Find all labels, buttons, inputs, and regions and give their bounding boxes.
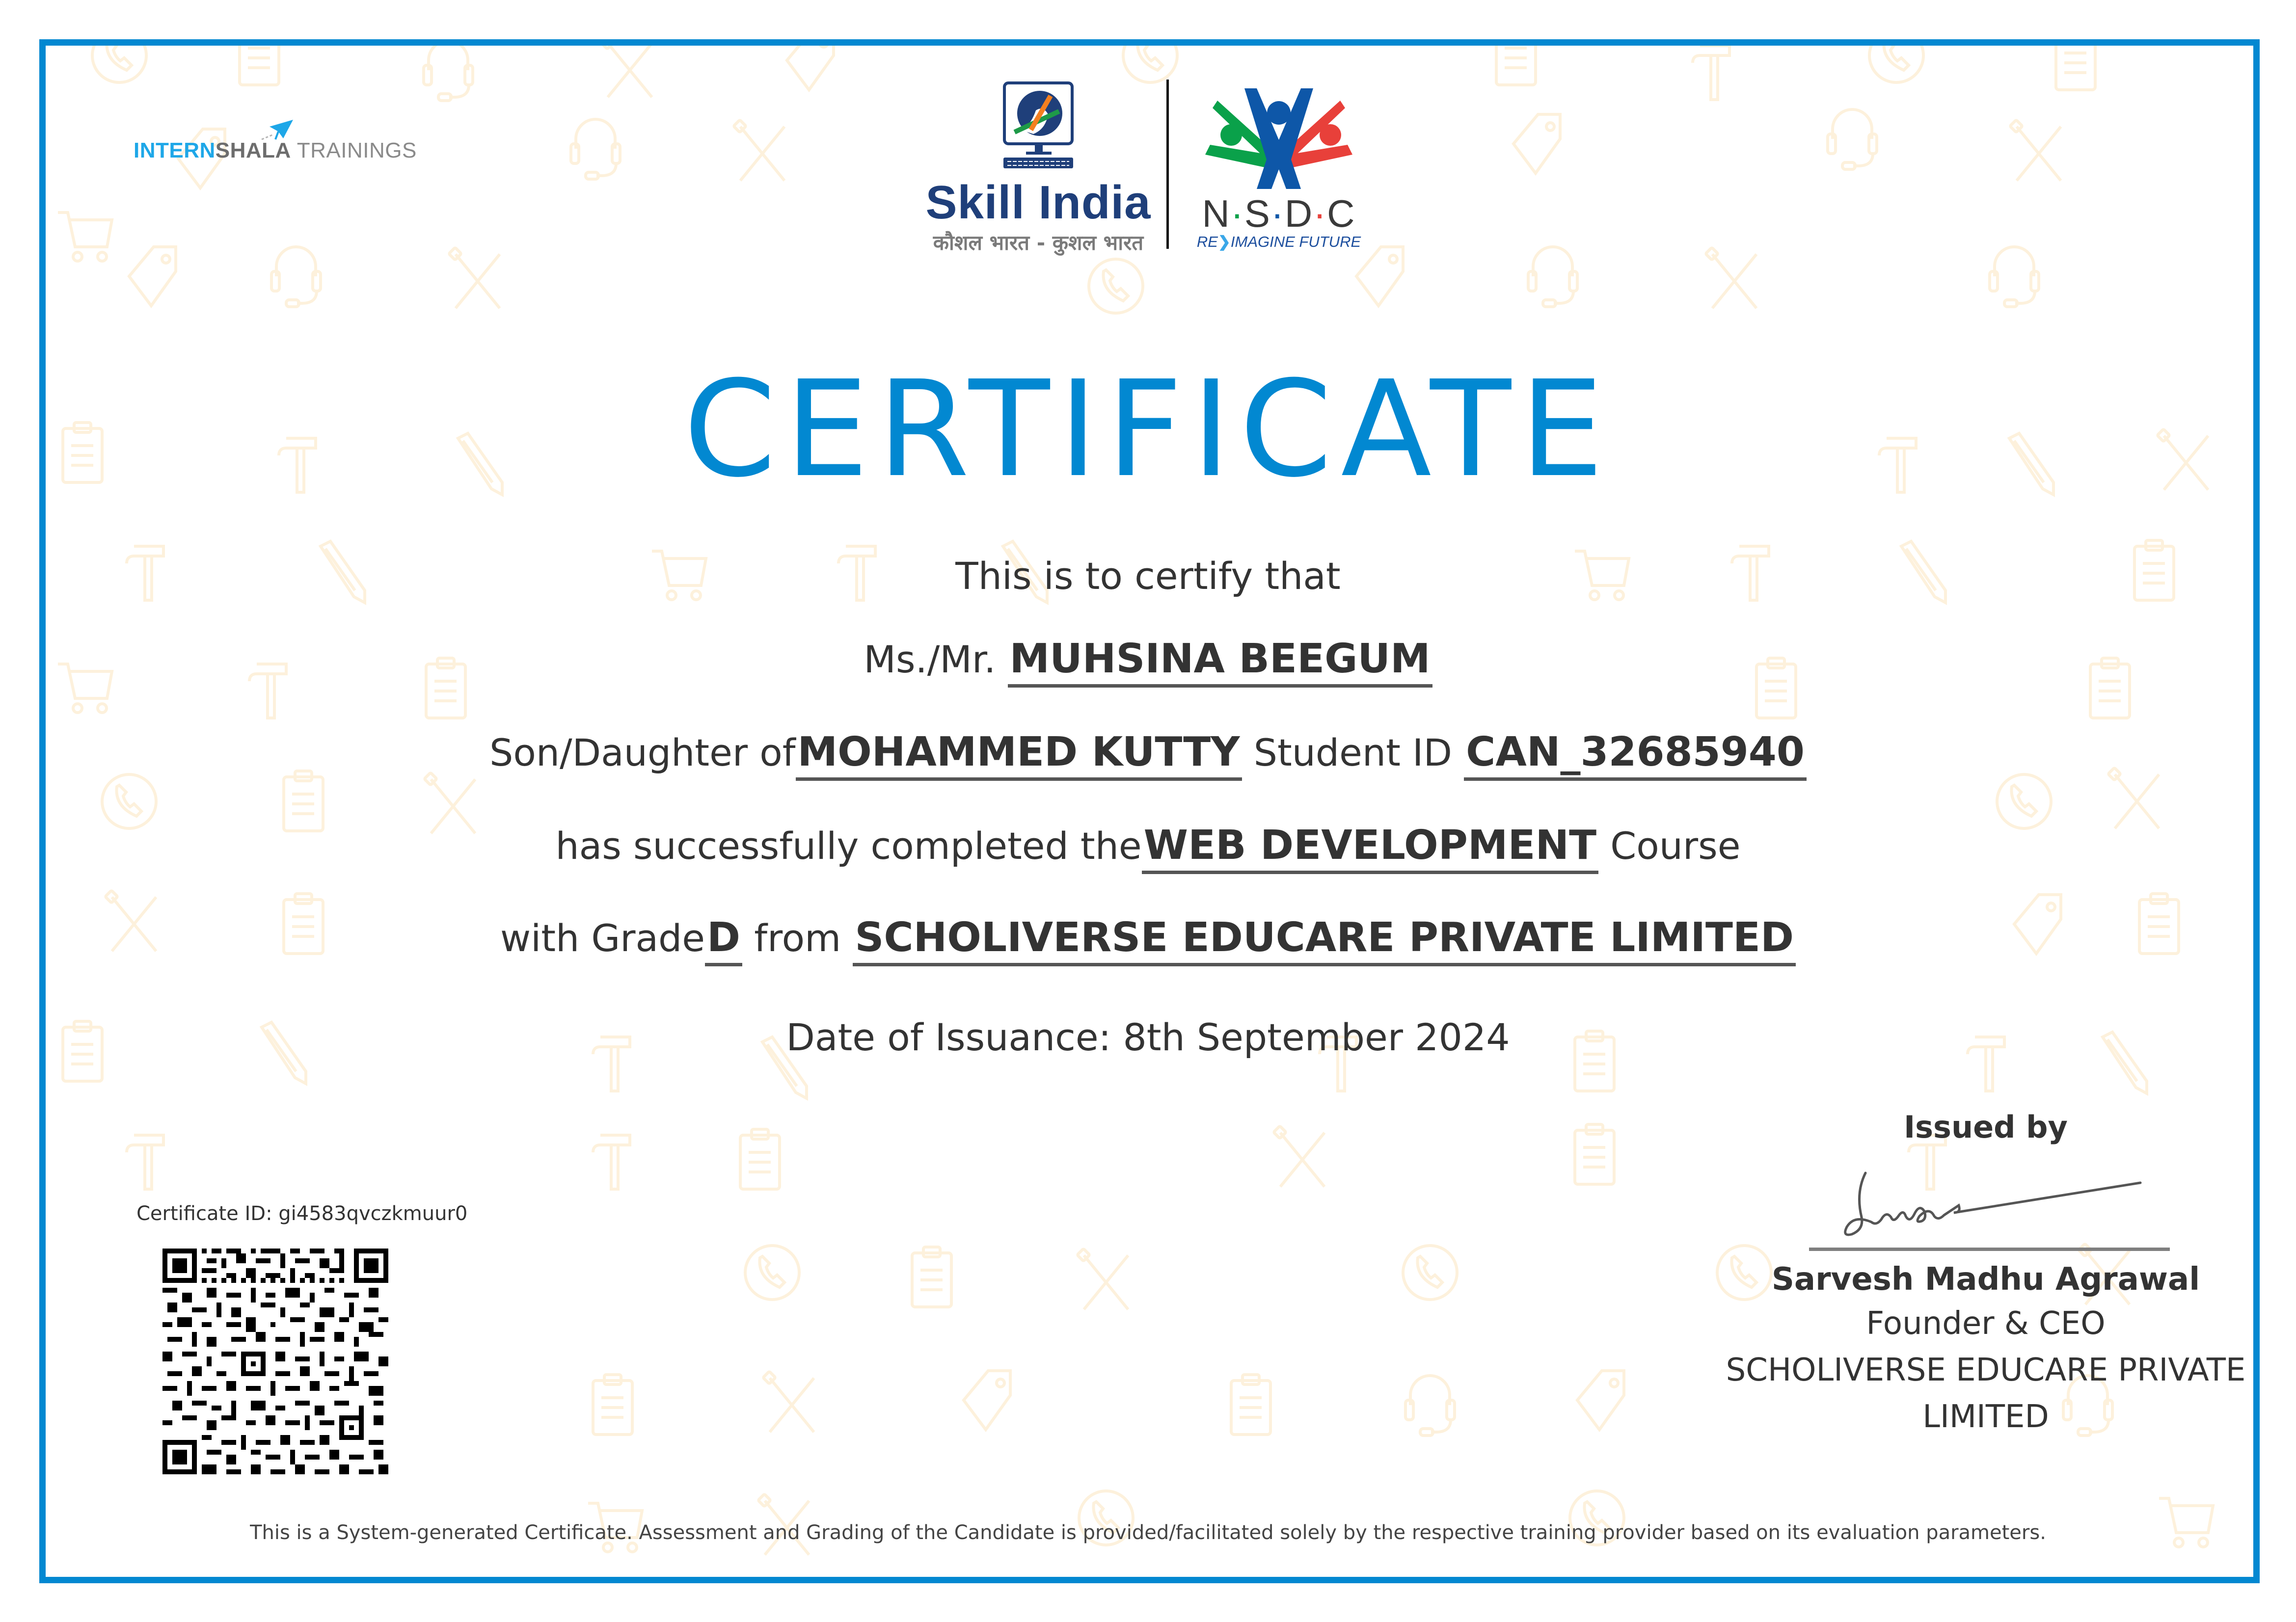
certificate-id-label: Certificate ID: xyxy=(136,1202,272,1225)
issue-date-line xyxy=(0,1016,2296,1059)
nsdc-letters: N·S·D·C xyxy=(1202,192,1356,235)
course-suffix: Course xyxy=(1610,824,1741,868)
qr-code-icon xyxy=(162,1249,388,1474)
student-name: MUHSINA BEEGUM xyxy=(1008,639,1432,688)
institution-name: SCHOLIVERSE EDUCARE PRIVATE LIMITED xyxy=(853,918,1796,966)
course-prefix: has successfully completed the xyxy=(555,824,1142,868)
signature-image xyxy=(1826,1163,2170,1247)
student-name-line xyxy=(0,638,2296,688)
intro-text: This is to certify that xyxy=(955,554,1341,598)
monitor-hand-tools-icon xyxy=(1001,81,1075,172)
student-id: CAN_32685940 xyxy=(1464,732,1807,781)
issue-date-label: Date of Issuance: xyxy=(786,1015,1111,1059)
signatory-role: Founder & CEO xyxy=(1866,1305,2106,1342)
nsdc-tagline: RE❯IMAGINE FUTURE xyxy=(1196,233,1361,250)
chevron-right-icon: ❯ xyxy=(1217,233,1231,250)
issuer-block xyxy=(1689,1109,2283,1435)
certificate-heading: CERTIFICATE xyxy=(683,352,1613,506)
logo-divider xyxy=(1166,80,1169,249)
issued-by-label: Issued by xyxy=(1904,1109,2068,1145)
student-id-label: Student ID xyxy=(1253,731,1452,774)
internshala-wordmark: INTERNSHALA TRAININGS xyxy=(134,138,417,162)
internshala-trainings-logo xyxy=(134,113,438,167)
skill-india-title: Skill India xyxy=(925,176,1151,229)
from-label: from xyxy=(754,916,841,960)
issuer-organization-line1: SCHOLIVERSE EDUCARE PRIVATE xyxy=(1726,1352,2246,1388)
certificate-id xyxy=(136,1202,467,1225)
grade-label: with Grade xyxy=(500,916,705,960)
course-name: WEB DEVELOPMENT xyxy=(1142,825,1598,874)
grade-value: D xyxy=(705,918,742,966)
people-figures-icon xyxy=(1195,86,1362,189)
grade-line xyxy=(0,914,2296,966)
salutation-label: Ms./Mr. xyxy=(864,638,996,681)
skill-india-hindi-tagline: कौशल भारत - कुशल भारत xyxy=(933,231,1144,255)
nsdc-logo xyxy=(1183,86,1375,253)
certificate-id-value: gi4583qvczkmuur0 xyxy=(278,1202,468,1225)
parent-name: MOHAMMED KUTTY xyxy=(796,732,1242,781)
qr-code[interactable] xyxy=(162,1249,388,1474)
course-line xyxy=(0,824,2296,874)
parent-line xyxy=(0,731,2296,781)
issuer-organization-line2: LIMITED xyxy=(1922,1399,2049,1435)
issue-date: 8th September 2024 xyxy=(1123,1015,1510,1059)
skill-india-logo xyxy=(923,79,1154,255)
parent-label: Son/Daughter of xyxy=(489,731,796,774)
footer-disclaimer: This is a System-generated Certificate. Assessment and Grading of the Candidate is provided/facilitated solely by the respective training provider based on its evaluation parameters. xyxy=(250,1521,2046,1544)
signatory-name: Sarvesh Madhu Agrawal xyxy=(1771,1261,2200,1298)
signature-line xyxy=(1809,1248,2170,1251)
